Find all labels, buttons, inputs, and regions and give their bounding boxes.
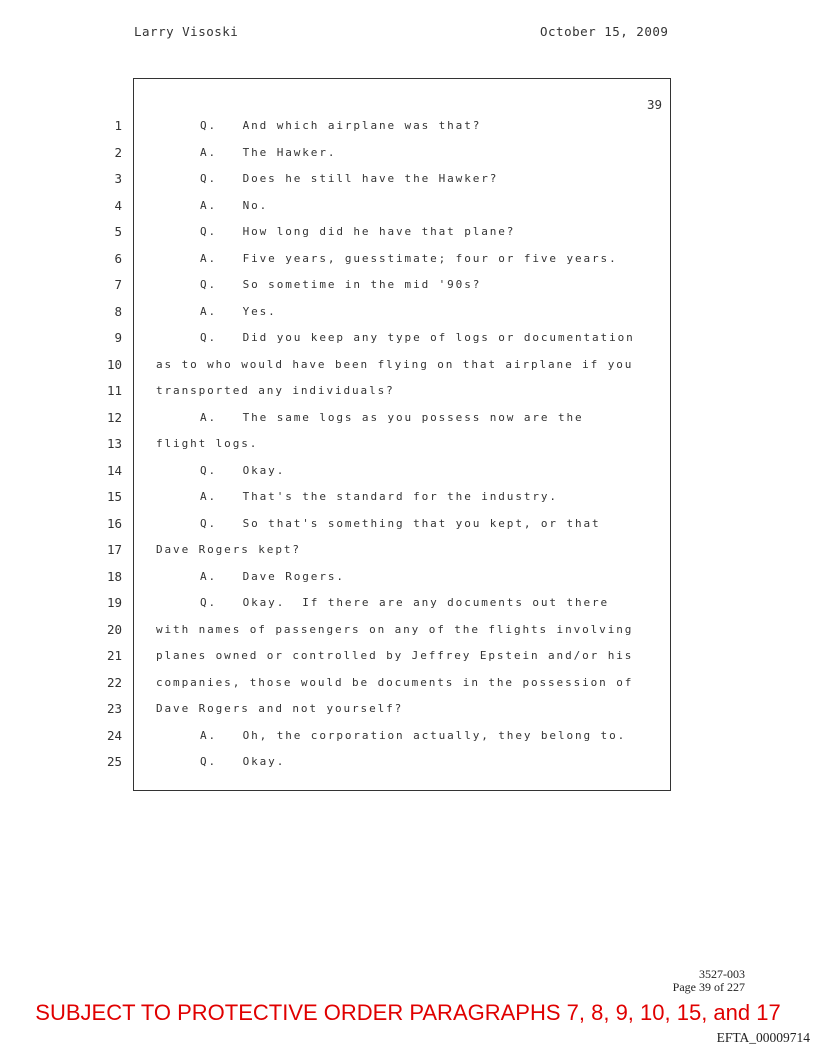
line-number: 7 bbox=[114, 277, 122, 292]
transcript-line: Q. Okay. If there are any documents out there bbox=[200, 596, 610, 609]
line-number: 21 bbox=[106, 648, 122, 663]
transcript-line: Q. So sometime in the mid '90s? bbox=[200, 278, 482, 291]
line-number: 12 bbox=[106, 409, 122, 425]
line-number: 24 bbox=[106, 727, 122, 743]
line-number: 2 bbox=[114, 144, 122, 160]
line-number: 25 bbox=[106, 754, 122, 769]
line-number: 1 bbox=[114, 118, 122, 133]
transcript-line: planes owned or controlled by Jeffrey Epstein and/or his bbox=[156, 649, 634, 662]
transcript-line: transported any individuals? bbox=[156, 384, 395, 397]
line-number: 10 bbox=[106, 356, 122, 372]
line-number: 4 bbox=[114, 197, 122, 213]
line-number: 14 bbox=[106, 462, 122, 478]
transcript-line: A. The Hawker. bbox=[200, 145, 337, 159]
line-number: 17 bbox=[106, 542, 122, 557]
transcript-line: A. Oh, the corporation actually, they belong to. bbox=[200, 728, 627, 742]
line-number: 19 bbox=[106, 595, 122, 610]
line-number: 22 bbox=[106, 674, 122, 690]
transcript-line: A. No. bbox=[200, 198, 269, 212]
transcript-line: A. Yes. bbox=[200, 304, 277, 318]
transcript-line: as to who would have been flying on that airplane if you bbox=[156, 357, 634, 371]
deposition-date: October 15, 2009 bbox=[540, 24, 669, 39]
transcript-line: A. Dave Rogers. bbox=[200, 569, 345, 583]
transcript-line: Q. So that's something that you kept, or that bbox=[200, 516, 601, 530]
protective-order-notice: SUBJECT TO PROTECTIVE ORDER PARAGRAPHS 7, 8, 9, 10, 15, and 17 bbox=[35, 1000, 781, 1025]
line-number: 8 bbox=[114, 303, 122, 319]
transcript-line: Q. Okay. bbox=[200, 755, 286, 768]
transcript-line: flight logs. bbox=[156, 437, 259, 450]
transcript-line: A. That's the standard for the industry. bbox=[200, 490, 558, 503]
line-number: 3 bbox=[114, 171, 122, 186]
bates-id: 3527-003 bbox=[699, 967, 745, 981]
page-of-total: Page 39 of 227 bbox=[672, 980, 745, 994]
line-number: 6 bbox=[114, 250, 122, 266]
transcript-line: Q. And which airplane was that? bbox=[200, 119, 482, 132]
transcript-line: Q. Does he still have the Hawker? bbox=[200, 172, 499, 185]
line-number: 13 bbox=[106, 436, 122, 451]
transcript-line: Dave Rogers and not yourself? bbox=[156, 702, 404, 715]
transcript-line: A. The same logs as you possess now are the bbox=[200, 410, 584, 424]
line-number: 15 bbox=[106, 489, 122, 504]
efta-document-id: EFTA_00009714 bbox=[716, 1030, 810, 1045]
transcript-page-number: 39 bbox=[646, 97, 662, 112]
transcript-line: companies, those would be documents in the possession of bbox=[156, 675, 634, 689]
transcript-line: Q. How long did he have that plane? bbox=[200, 225, 516, 238]
transcript-line: with names of passengers on any of the flights involving bbox=[156, 622, 634, 636]
line-number: 9 bbox=[114, 330, 122, 345]
witness-name: Larry Visoski bbox=[134, 24, 239, 39]
line-number: 5 bbox=[114, 224, 122, 239]
transcript-line: Dave Rogers kept? bbox=[156, 543, 301, 556]
line-number: 20 bbox=[106, 621, 122, 637]
line-number: 23 bbox=[106, 701, 122, 716]
transcript-line: A. Five years, guesstimate; four or five years. bbox=[200, 251, 618, 265]
line-number: 11 bbox=[106, 383, 122, 398]
line-number: 18 bbox=[106, 568, 122, 584]
transcript-line: Q. Okay. bbox=[200, 463, 286, 477]
line-number: 16 bbox=[106, 515, 122, 531]
transcript-line: Q. Did you keep any type of logs or documentation bbox=[200, 331, 635, 344]
